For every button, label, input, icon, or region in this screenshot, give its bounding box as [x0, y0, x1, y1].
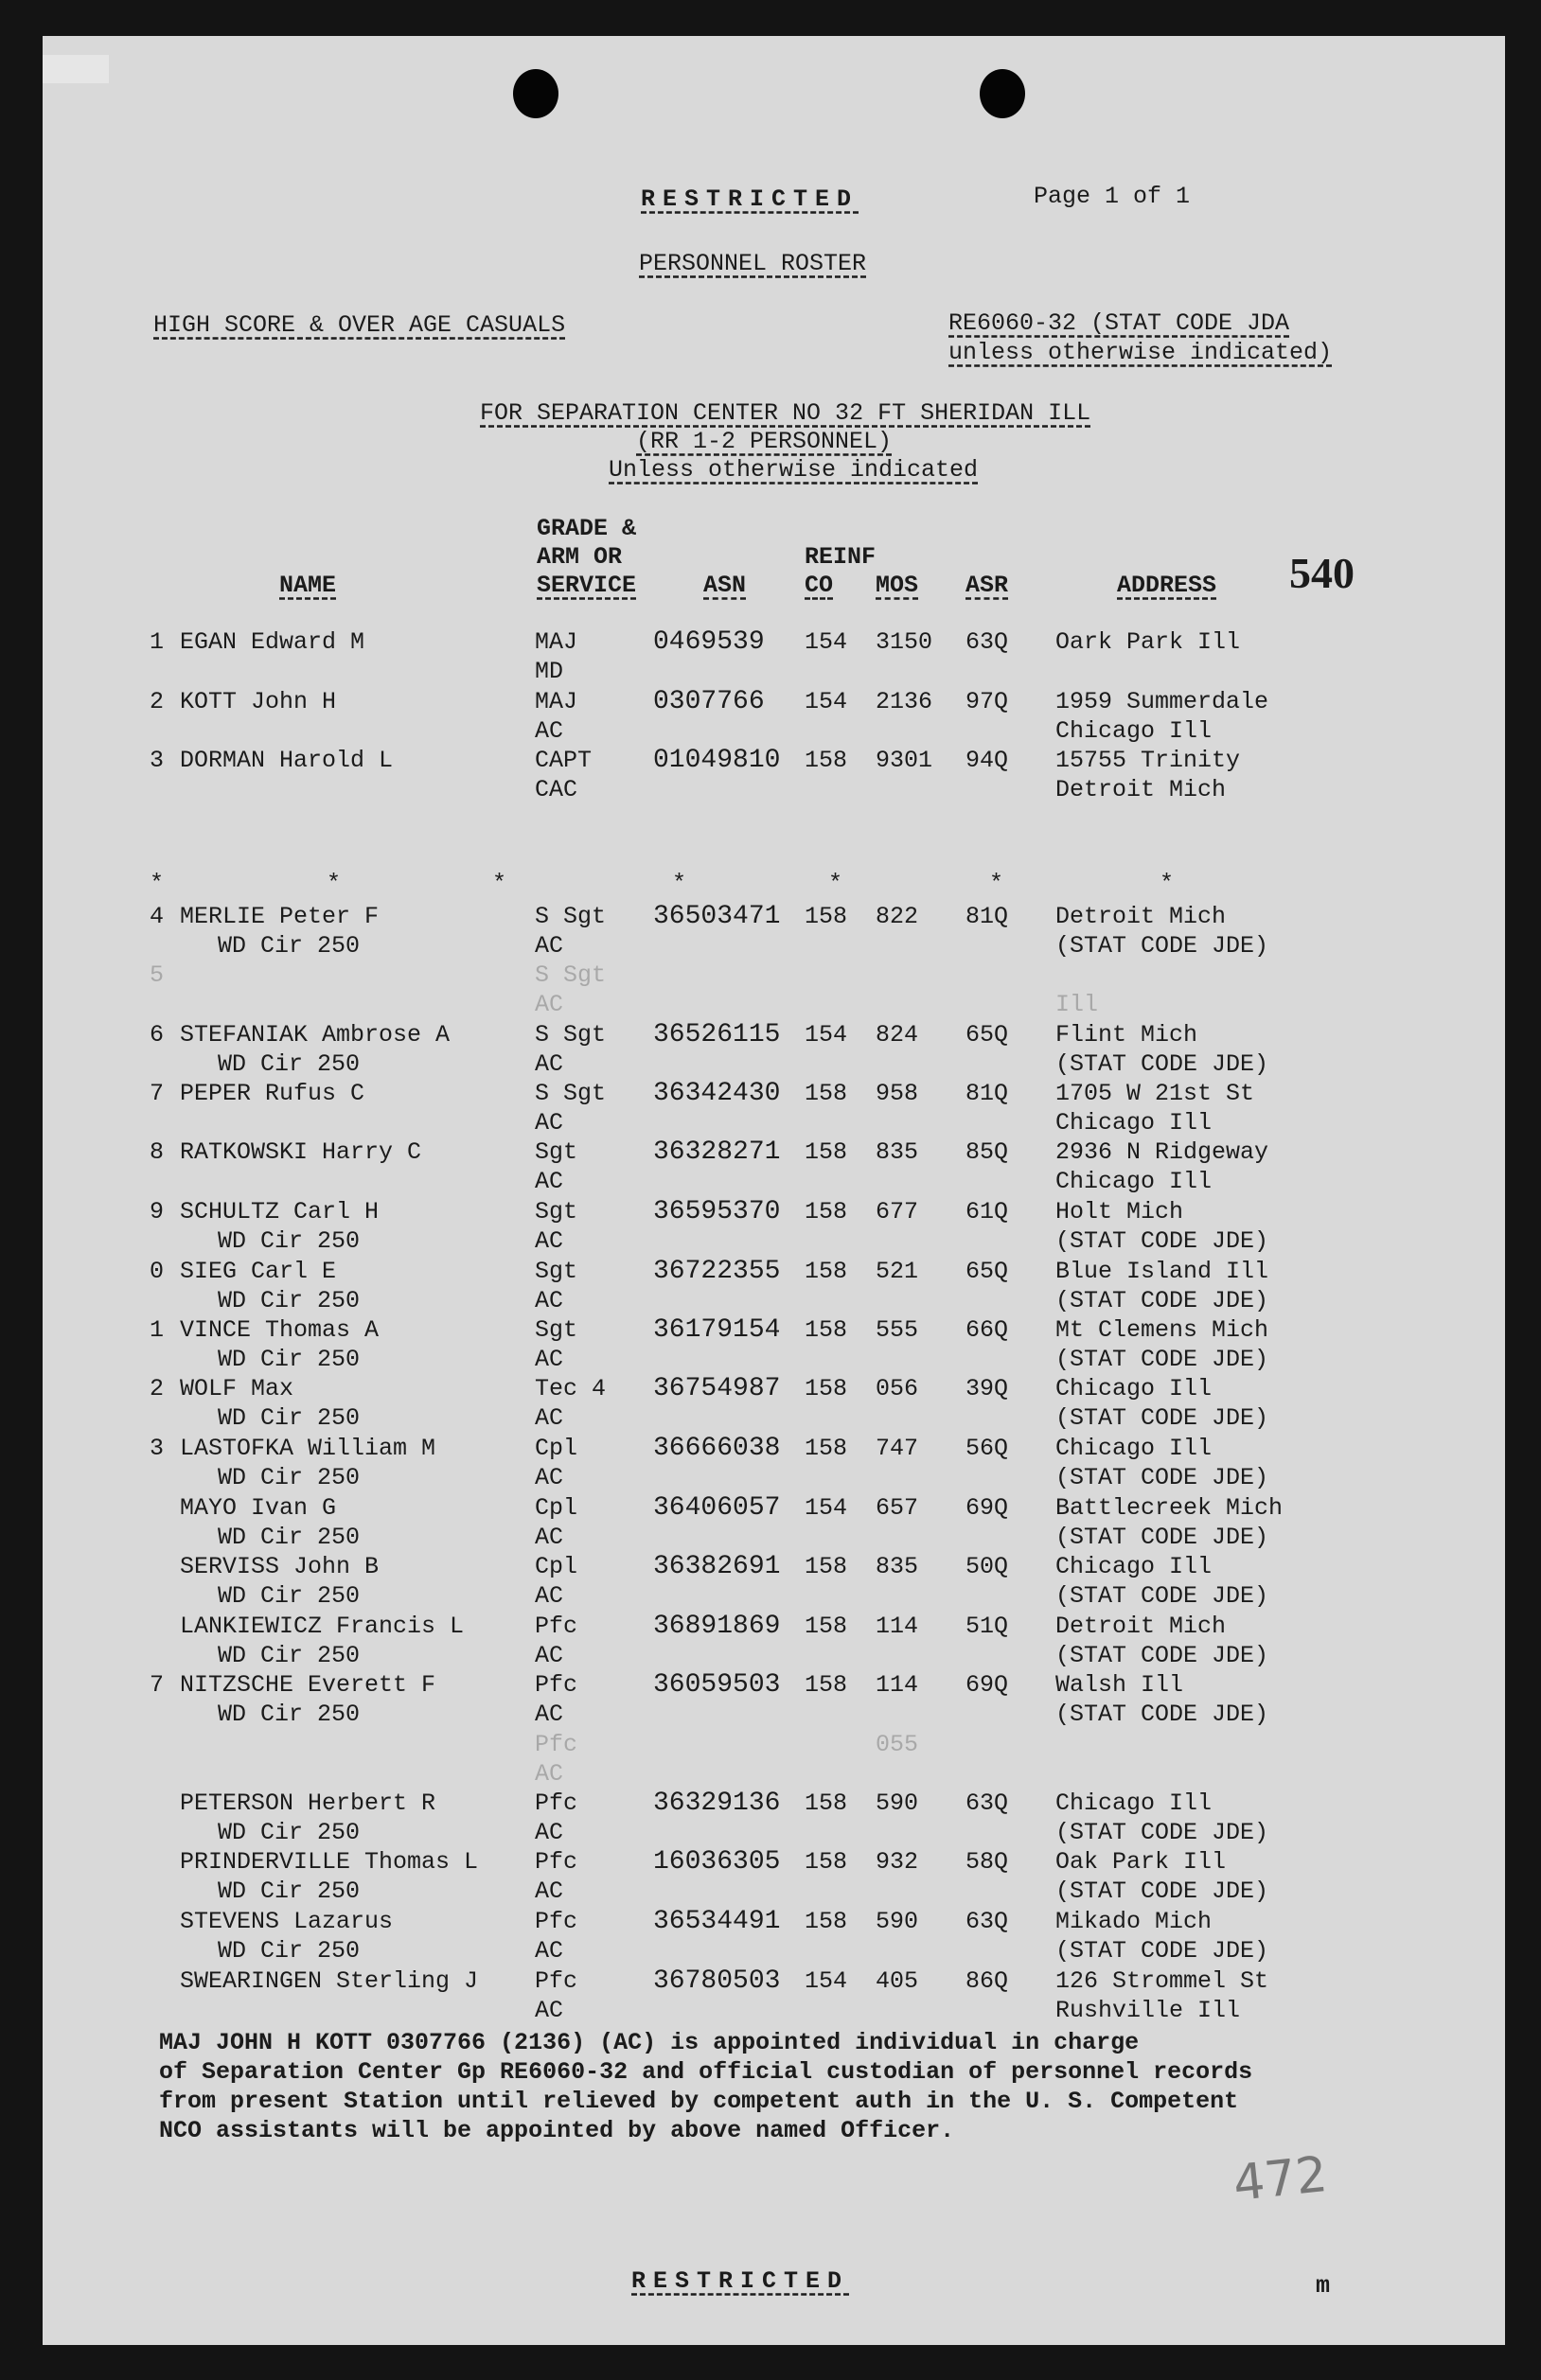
cell-address-2: Chicago Ill: [1055, 1168, 1213, 1195]
punch-hole: [980, 69, 1025, 118]
cell-arm: AC: [535, 1937, 564, 1965]
row-number: 1: [150, 628, 165, 656]
table-row: [43, 1552, 1505, 1611]
cell-asn: 36179154: [653, 1315, 781, 1345]
cell-asr: 85Q: [965, 1138, 1009, 1166]
cell-mos: 932: [876, 1848, 919, 1876]
cell-arm: AC: [535, 1582, 564, 1610]
cell-asr: 97Q: [965, 688, 1009, 715]
table-row: [43, 1315, 1505, 1374]
cell-asr: 61Q: [965, 1198, 1009, 1225]
cell-name: SWEARINGEN Sterling J: [180, 1967, 479, 1995]
cell-co: 158: [805, 1908, 848, 1935]
col-co: CO: [805, 572, 834, 599]
col-name: NAME: [279, 572, 337, 599]
cell-address: Battlecreek Mich: [1055, 1494, 1284, 1522]
cell-grade: MAJ: [535, 628, 578, 656]
cell-grade: Tec 4: [535, 1375, 607, 1402]
cell-address-2: (STAT CODE JDE): [1055, 932, 1269, 960]
group-code: RE6060-32 (STAT CODE JDA: [948, 309, 1290, 337]
omission-star: *: [828, 870, 843, 897]
cell-grade: Cpl: [535, 1553, 578, 1580]
cell-co: 154: [805, 1021, 848, 1049]
punch-hole: [513, 69, 558, 118]
center-line: FOR SEPARATION CENTER NO 32 FT SHERIDAN ILL: [480, 399, 1091, 427]
table-row: [43, 1020, 1505, 1079]
cell-name-note: WD Cir 250: [218, 1227, 361, 1255]
center-note: Unless otherwise indicated: [609, 456, 979, 484]
corner-mark: m: [1316, 2272, 1331, 2300]
table-row: [43, 1197, 1505, 1256]
cell-arm: AC: [535, 1287, 564, 1314]
cell-address: Walsh Ill: [1055, 1671, 1184, 1699]
cell-name: SIEG Carl E: [180, 1258, 337, 1285]
cell-grade: CAPT: [535, 747, 593, 774]
cell-asn: 36595370: [653, 1197, 781, 1226]
cell-address-2: Detroit Mich: [1055, 776, 1227, 803]
row-number: 2: [150, 1375, 165, 1402]
col-reinf: REINF: [805, 543, 877, 571]
cell-address-2: (STAT CODE JDE): [1055, 1642, 1269, 1669]
cell-address: Flint Mich: [1055, 1021, 1198, 1049]
cell-name: DORMAN Harold L: [180, 747, 394, 774]
cell-grade: Pfc: [535, 1731, 578, 1758]
table-row: [43, 1434, 1505, 1492]
cell-name: EGAN Edward M: [180, 628, 365, 656]
cell-address-2: Chicago Ill: [1055, 717, 1213, 745]
cell-mos: 405: [876, 1967, 919, 1995]
table-row: [43, 1907, 1505, 1966]
cell-asn: 36780503: [653, 1966, 781, 1996]
cell-address-2: (STAT CODE JDE): [1055, 1287, 1269, 1314]
cell-arm: AC: [535, 1701, 564, 1728]
cell-mos: 3150: [876, 628, 933, 656]
cell-name-note: WD Cir 250: [218, 1701, 361, 1728]
cell-name: KOTT John H: [180, 688, 337, 715]
cell-arm: AC: [535, 1464, 564, 1491]
cell-mos: 747: [876, 1435, 919, 1462]
cell-mos: 055: [876, 1731, 919, 1758]
cell-address-2: (STAT CODE JDE): [1055, 1582, 1269, 1610]
cell-name-note: WD Cir 250: [218, 1524, 361, 1551]
omission-star: *: [150, 870, 165, 897]
cell-co: 158: [805, 1671, 848, 1699]
cell-mos: 824: [876, 1021, 919, 1049]
cell-address-2: (STAT CODE JDE): [1055, 1937, 1269, 1965]
cell-mos: 657: [876, 1494, 919, 1522]
cell-grade: Pfc: [535, 1613, 578, 1640]
cell-address-2: (STAT CODE JDE): [1055, 1819, 1269, 1846]
cell-arm: AC: [535, 1050, 564, 1078]
cell-address: 2936 N Ridgeway: [1055, 1138, 1269, 1166]
cell-asr: 65Q: [965, 1258, 1009, 1285]
col-asr: ASR: [965, 572, 1009, 599]
cell-asn: 36503471: [653, 902, 781, 931]
table-row: [43, 1847, 1505, 1906]
cell-address-2: (STAT CODE JDE): [1055, 1050, 1269, 1078]
cell-asr: 65Q: [965, 1021, 1009, 1049]
cell-name-note: WD Cir 250: [218, 1287, 361, 1314]
table-row: [43, 1374, 1505, 1433]
group-code-note: unless otherwise indicated): [948, 339, 1333, 366]
cell-arm: AC: [535, 1346, 564, 1373]
cell-asn: 36666038: [653, 1434, 781, 1463]
omission-star: *: [989, 870, 1004, 897]
cell-address: Oak Park Ill: [1055, 1848, 1227, 1876]
cell-co: 158: [805, 903, 848, 930]
cell-arm: AC: [535, 717, 564, 745]
cell-asr: 63Q: [965, 1789, 1009, 1817]
cell-asr: 81Q: [965, 1080, 1009, 1107]
cell-asn: 36406057: [653, 1493, 781, 1523]
handwritten-number: 472: [1231, 2145, 1331, 2213]
cell-address: 1705 W 21st St: [1055, 1080, 1255, 1107]
cell-asr: 94Q: [965, 747, 1009, 774]
cell-arm: AC: [535, 1524, 564, 1551]
cell-arm: MD: [535, 658, 564, 685]
classification-top: RESTRICTED: [641, 185, 859, 213]
cell-asn: 36891869: [653, 1612, 781, 1641]
cell-address: Chicago Ill: [1055, 1553, 1213, 1580]
cell-mos: 2136: [876, 688, 933, 715]
cell-address-2: (STAT CODE JDE): [1055, 1464, 1269, 1491]
table-row: [43, 1789, 1505, 1847]
cell-address: Detroit Mich: [1055, 1613, 1227, 1640]
table-row: [43, 1493, 1505, 1552]
footer-line: NCO assistants will be appointed by above named Officer.: [159, 2117, 955, 2144]
cell-asr: 39Q: [965, 1375, 1009, 1402]
cell-address-2: Rushville Ill: [1055, 1997, 1241, 2024]
cell-name: MAYO Ivan G: [180, 1494, 337, 1522]
footer-line: MAJ JOHN H KOTT 0307766 (2136) (AC) is appointed individual in charge: [159, 2029, 1140, 2056]
cell-address: Chicago Ill: [1055, 1435, 1213, 1462]
cell-arm: AC: [535, 1997, 564, 2024]
row-number: 7: [150, 1671, 165, 1699]
cell-co: 158: [805, 1316, 848, 1344]
cell-arm: AC: [535, 1168, 564, 1195]
cell-mos: 521: [876, 1258, 919, 1285]
page-indicator: Page 1 of 1: [1034, 183, 1191, 210]
cell-arm: AC: [535, 1109, 564, 1137]
cell-mos: 114: [876, 1671, 919, 1699]
cell-asn: 0307766: [653, 687, 765, 716]
cell-address: Oark Park Ill: [1055, 628, 1241, 656]
cell-grade: Sgt: [535, 1138, 578, 1166]
cell-asn: 36329136: [653, 1789, 781, 1818]
cell-mos: 835: [876, 1553, 919, 1580]
cell-name: PRINDERVILLE Thomas L: [180, 1848, 479, 1876]
cell-co: 158: [805, 1258, 848, 1285]
cell-address: Mt Clemens Mich: [1055, 1316, 1269, 1344]
classification-bottom: RESTRICTED: [631, 2267, 850, 2295]
cell-asn: 01049810: [653, 746, 781, 775]
cell-name-note: WD Cir 250: [218, 1642, 361, 1669]
cell-co: 154: [805, 628, 848, 656]
cell-asr: 63Q: [965, 628, 1009, 656]
cell-arm: AC: [535, 1819, 564, 1846]
cell-name-note: WD Cir 250: [218, 1878, 361, 1905]
row-number: 4: [150, 903, 165, 930]
table-row: [43, 746, 1505, 804]
cell-name: MERLIE Peter F: [180, 903, 380, 930]
cell-name: RATKOWSKI Harry C: [180, 1138, 422, 1166]
cell-arm: AC: [535, 1878, 564, 1905]
cell-name-note: WD Cir 250: [218, 1464, 361, 1491]
cell-co: 154: [805, 1494, 848, 1522]
cell-address: 1959 Summerdale: [1055, 688, 1269, 715]
cell-name: NITZSCHE Everett F: [180, 1671, 436, 1699]
cell-name: LASTOFKA William M: [180, 1435, 436, 1462]
row-number: 3: [150, 1435, 165, 1462]
cell-name-note: WD Cir 250: [218, 1937, 361, 1965]
table-row: [43, 1612, 1505, 1670]
cell-co: 158: [805, 1198, 848, 1225]
cell-asn: 36722355: [653, 1257, 781, 1286]
cell-asn: 36342430: [653, 1079, 781, 1108]
col-asn: ASN: [703, 572, 747, 599]
cell-name-note: WD Cir 250: [218, 1582, 361, 1610]
cell-co: 158: [805, 747, 848, 774]
group-title: HIGH SCORE & OVER AGE CASUALS: [153, 311, 566, 339]
omission-star: *: [327, 870, 342, 897]
cell-asr: 86Q: [965, 1967, 1009, 1995]
cell-grade: S Sgt: [535, 1080, 607, 1107]
row-number: 7: [150, 1080, 165, 1107]
cell-arm: AC: [535, 991, 564, 1018]
cell-asn: 36526115: [653, 1020, 781, 1049]
col-mos: MOS: [876, 572, 919, 599]
cell-asr: 50Q: [965, 1553, 1009, 1580]
cell-address-2: Chicago Ill: [1055, 1109, 1213, 1137]
cell-mos: 590: [876, 1789, 919, 1817]
cell-asr: 58Q: [965, 1848, 1009, 1876]
cell-asr: 69Q: [965, 1494, 1009, 1522]
footer-line: of Separation Center Gp RE6060-32 and official custodian of personnel records: [159, 2058, 1253, 2086]
cell-asr: 56Q: [965, 1435, 1009, 1462]
table-row: [43, 1079, 1505, 1137]
cell-asr: 81Q: [965, 903, 1009, 930]
cell-grade: Sgt: [535, 1316, 578, 1344]
cell-co: 158: [805, 1553, 848, 1580]
cell-address-2: (STAT CODE JDE): [1055, 1404, 1269, 1432]
paper-tab: [43, 55, 109, 83]
cell-grade: S Sgt: [535, 1021, 607, 1049]
table-row: [43, 961, 1505, 1019]
cell-arm: AC: [535, 932, 564, 960]
cell-grade: Sgt: [535, 1258, 578, 1285]
cell-co: 158: [805, 1789, 848, 1817]
cell-mos: 9301: [876, 747, 933, 774]
center-personnel: (RR 1-2 PERSONNEL): [636, 428, 893, 455]
cell-address-2: (STAT CODE JDE): [1055, 1878, 1269, 1905]
omission-star: *: [672, 870, 687, 897]
row-number: 0: [150, 1258, 165, 1285]
cell-co: 158: [805, 1138, 848, 1166]
cell-co: 158: [805, 1435, 848, 1462]
omission-star: *: [492, 870, 507, 897]
table-row: [43, 687, 1505, 746]
footer-line: from present Station until relieved by competent auth in the U. S. Competent: [159, 2088, 1239, 2115]
table-row: [43, 902, 1505, 961]
cell-grade: S Sgt: [535, 903, 607, 930]
cell-asn: 36382691: [653, 1552, 781, 1581]
cell-asn: 0469539: [653, 627, 765, 657]
cell-co: 154: [805, 688, 848, 715]
cell-asr: 63Q: [965, 1908, 1009, 1935]
cell-address-2: (STAT CODE JDE): [1055, 1701, 1269, 1728]
cell-mos: 555: [876, 1316, 919, 1344]
row-number: 2: [150, 688, 165, 715]
cell-co: 158: [805, 1080, 848, 1107]
cell-address: Chicago Ill: [1055, 1789, 1213, 1817]
cell-address-2: (STAT CODE JDE): [1055, 1346, 1269, 1373]
cell-grade: Pfc: [535, 1671, 578, 1699]
cell-asn: 36328271: [653, 1137, 781, 1167]
row-number: 6: [150, 1021, 165, 1049]
cell-name-note: WD Cir 250: [218, 1819, 361, 1846]
cell-asn: 36534491: [653, 1907, 781, 1936]
cell-name: STEVENS Lazarus: [180, 1908, 394, 1935]
cell-mos: 835: [876, 1138, 919, 1166]
cell-name: VINCE Thomas A: [180, 1316, 380, 1344]
cell-grade: Pfc: [535, 1908, 578, 1935]
cell-arm: AC: [535, 1760, 564, 1788]
footer-note: [159, 2028, 1390, 2145]
cell-mos: 677: [876, 1198, 919, 1225]
cell-co: 158: [805, 1375, 848, 1402]
cell-asn: 36754987: [653, 1374, 781, 1403]
cell-name: PEPER Rufus C: [180, 1080, 365, 1107]
table-row: [43, 627, 1505, 686]
cell-grade: Sgt: [535, 1198, 578, 1225]
roster-title: PERSONNEL ROSTER: [639, 250, 867, 277]
row-number: 9: [150, 1198, 165, 1225]
cell-name: LANKIEWICZ Francis L: [180, 1613, 465, 1640]
col-grade-l3: SERVICE: [537, 572, 637, 599]
cell-name: PETERSON Herbert R: [180, 1789, 436, 1817]
cell-grade: Cpl: [535, 1435, 578, 1462]
cell-asr: 66Q: [965, 1316, 1009, 1344]
cell-arm: AC: [535, 1404, 564, 1432]
cell-name: STEFANIAK Ambrose A: [180, 1021, 451, 1049]
cell-name-note: WD Cir 250: [218, 1346, 361, 1373]
cell-asr: 51Q: [965, 1613, 1009, 1640]
page-number: 540: [1289, 549, 1355, 597]
cell-grade: Pfc: [535, 1848, 578, 1876]
cell-address: Detroit Mich: [1055, 903, 1227, 930]
cell-arm: AC: [535, 1642, 564, 1669]
row-number: 1: [150, 1316, 165, 1344]
cell-name: WOLF Max: [180, 1375, 294, 1402]
cell-grade: Pfc: [535, 1789, 578, 1817]
row-number: 3: [150, 747, 165, 774]
cell-arm: CAC: [535, 776, 578, 803]
table-row: [43, 1257, 1505, 1315]
document-page: [43, 36, 1505, 2345]
cell-address-2: (STAT CODE JDE): [1055, 1227, 1269, 1255]
cell-address: 15755 Trinity: [1055, 747, 1241, 774]
cell-address: Chicago Ill: [1055, 1375, 1213, 1402]
cell-address-2: (STAT CODE JDE): [1055, 1524, 1269, 1551]
col-grade-l1: GRADE &: [537, 515, 637, 542]
cell-name-note: WD Cir 250: [218, 1404, 361, 1432]
cell-address: 126 Strommel St: [1055, 1967, 1269, 1995]
cell-address: Mikado Mich: [1055, 1908, 1213, 1935]
row-number: 5: [150, 961, 165, 989]
table-row: [43, 1670, 1505, 1729]
cell-grade: MAJ: [535, 688, 578, 715]
col-grade-l2: ARM OR: [537, 543, 623, 571]
cell-co: 158: [805, 1848, 848, 1876]
cell-mos: 958: [876, 1080, 919, 1107]
cell-grade: Cpl: [535, 1494, 578, 1522]
cell-asn: 16036305: [653, 1847, 781, 1877]
cell-name: SCHULTZ Carl H: [180, 1198, 380, 1225]
cell-grade: S Sgt: [535, 961, 607, 989]
cell-mos: 114: [876, 1613, 919, 1640]
col-address: ADDRESS: [1117, 572, 1217, 599]
cell-address: Blue Island Ill: [1055, 1258, 1269, 1285]
cell-arm: AC: [535, 1227, 564, 1255]
cell-address: Holt Mich: [1055, 1198, 1184, 1225]
cell-name-note: WD Cir 250: [218, 1050, 361, 1078]
cell-mos: 590: [876, 1908, 919, 1935]
cell-co: 154: [805, 1967, 848, 1995]
omission-star: *: [1160, 870, 1175, 897]
cell-name-note: WD Cir 250: [218, 932, 361, 960]
cell-asr: 69Q: [965, 1671, 1009, 1699]
table-row: [43, 1137, 1505, 1196]
row-number: 8: [150, 1138, 165, 1166]
cell-co: 158: [805, 1613, 848, 1640]
table-row: [43, 1966, 1505, 2025]
cell-name: SERVISS John B: [180, 1553, 380, 1580]
cell-grade: Pfc: [535, 1967, 578, 1995]
cell-mos: 822: [876, 903, 919, 930]
cell-asn: 36059503: [653, 1670, 781, 1700]
cell-mos: 056: [876, 1375, 919, 1402]
cell-address-2: Ill: [1055, 991, 1099, 1018]
table-row: [43, 1730, 1505, 1789]
